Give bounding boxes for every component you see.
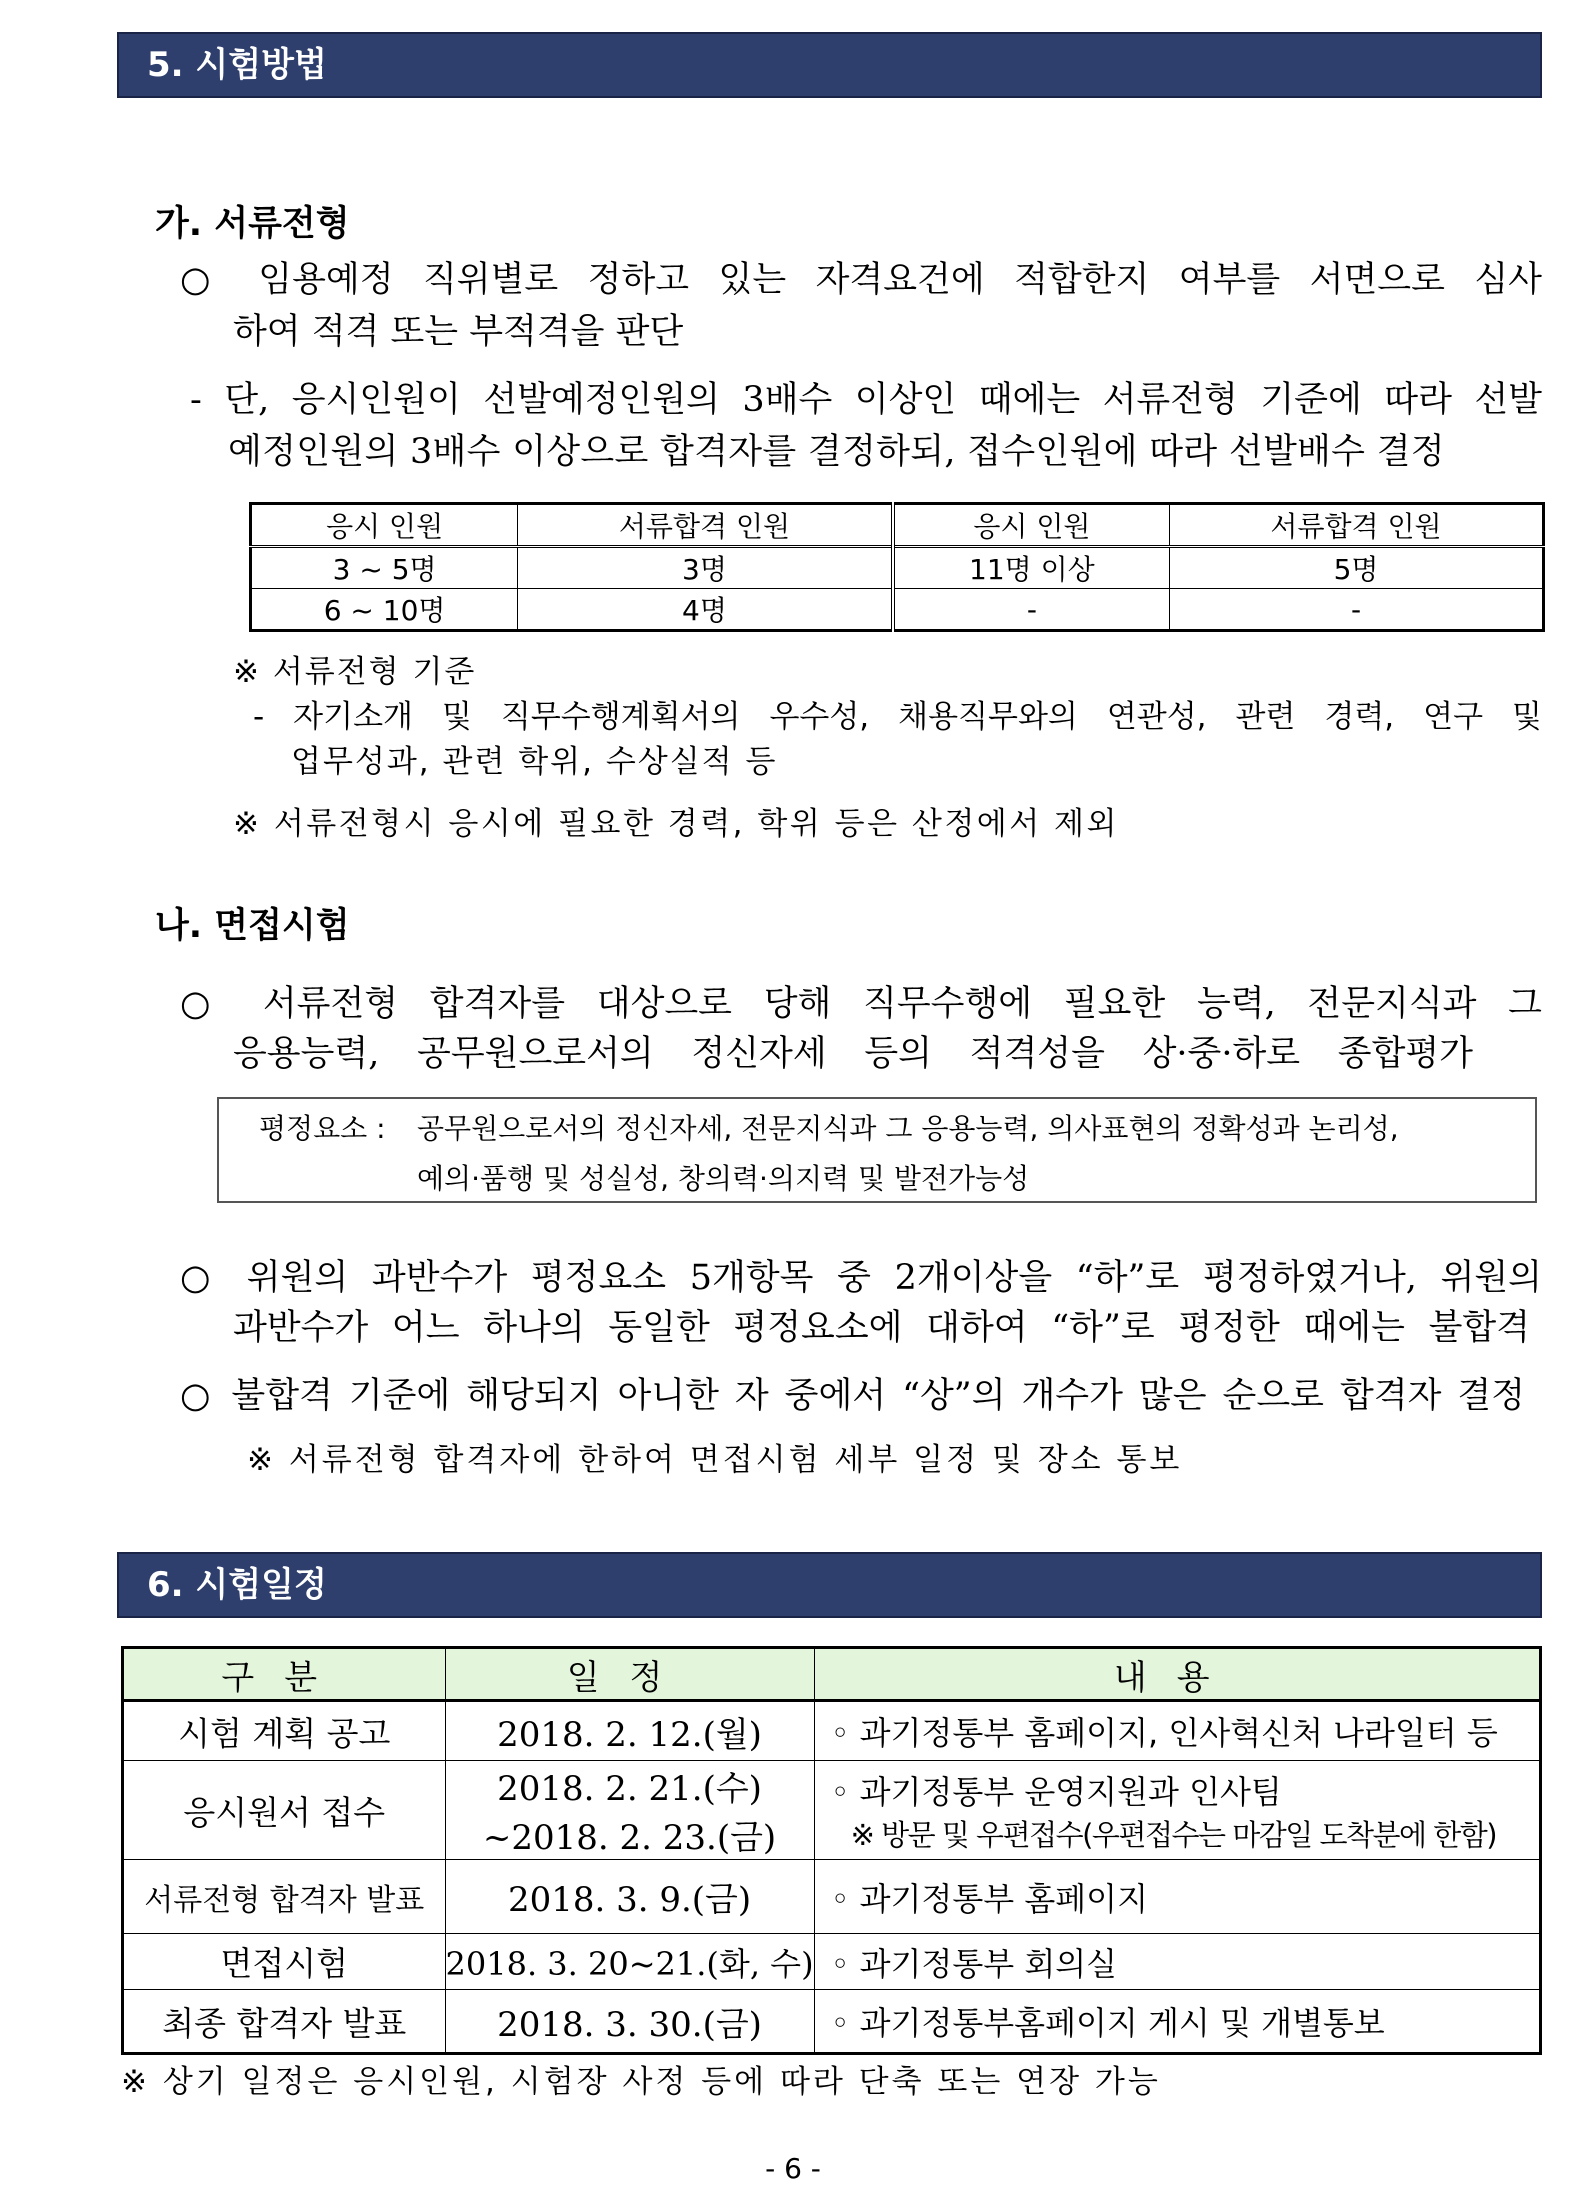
table-header-cell: 서류합격 인원 [518,504,893,547]
page-number: - 6 - [765,2152,821,2185]
a-para2-line2: 예정인원의 3배수 이상으로 합격자를 결정하되, 접수인원에 따라 선발배수 결정 [228,432,1445,472]
table-cell: 2018. 3. 30.(금) [445,1990,814,2054]
table-cell [814,1761,1540,1860]
a-para1-line2: 하여 적격 또는 부적격을 판단 [233,312,684,352]
table-cell: 서류전형 합격자 발표 [123,1860,446,1934]
table-cell: - [893,589,1170,631]
table-row [251,547,1544,589]
date-line: ~2018. 2. 23.(금) [482,1818,777,1858]
a-note2: ※ 서류전형시 응시에 필요한 경력, 학위 등은 산정에서 제외 [233,806,1119,842]
content-line: ◦ 과기정통부 운영지원과 인사팀 [830,1772,1282,1811]
table-row [251,589,1544,631]
b-para1-line2: 응용능력, 공무원으로서의 정신자세 등의 적격성을 상·중·하로 종합평가 [233,1034,1473,1074]
table-cell: 3 ~ 5명 [251,547,518,589]
table-cell: ◦ 과기정통부 홈페이지, 인사혁신처 나라일터 등 [814,1701,1540,1761]
table-row [123,1990,1541,2054]
table-row [123,1761,1541,1860]
b-para2-line1: ○ 위원의 과반수가 평정요소 5개항목 중 2개이상을 “하”로 평정하였거나, 위원의 [180,1258,1542,1298]
table-cell: 시험 계획 공고 [123,1701,446,1761]
criteria-label: 평정요소 : [259,1112,386,1145]
table-cell: 6 ~ 10명 [251,589,518,631]
table-header-row [251,504,1544,547]
table-row [123,1860,1541,1934]
a-para1-line1: ○ 임용예정 직위별로 정하고 있는 자격요건에 적합한지 여부를 서면으로 심사 [180,260,1542,300]
table-cell: 2018. 2. 12.(월) [445,1701,814,1761]
b-para2-line2: 과반수가 어느 하나의 동일한 평정요소에 대하여 “하”로 평정한 때에는 불합격 [233,1308,1530,1348]
schedule-footnote: ※ 상기 일정은 응시인원, 시험장 사정 등에 따라 단축 또는 연장 가능 [121,2064,1161,2100]
table-cell: ◦ 과기정통부 회의실 [814,1934,1540,1990]
document-screening-table [249,502,1545,632]
table-header-cell: 구분 [123,1648,446,1701]
section-6-header: 6. 시험일정 [117,1552,1542,1618]
table-row [123,1701,1541,1761]
criteria-line2: 예의·품행 및 성실성, 창의력·의지력 및 발전가능성 [417,1162,1030,1195]
section-5-header: 5. 시험방법 [117,32,1542,98]
content-subnote: ※ 방문 및 우편접수(우편접수는 마감일 도착분에 한함) [850,1817,1497,1852]
table-cell: 2018. 3. 20~21.(화, 수) [445,1934,814,1990]
table-cell: 4명 [518,589,893,631]
table-cell: 5명 [1170,547,1544,589]
date-line: 2018. 2. 21.(수) [497,1769,762,1809]
table-cell: 응시원서 접수 [123,1761,446,1860]
table-cell: 최종 합격자 발표 [123,1990,446,2054]
a-para2-line1: - 단, 응시인원이 선발예정인원의 3배수 이상인 때에는 서류전형 기준에 따라 선발 [190,380,1542,420]
a-note1-title: ※ 서류전형 기준 [233,654,477,690]
evaluation-criteria-box [217,1097,1537,1203]
table-header-cell: 응시 인원 [893,504,1170,547]
table-header-row [123,1648,1541,1701]
table-cell: ◦ 과기정통부 홈페이지 [814,1860,1540,1934]
a-note1-line2: 업무성과, 관련 학위, 수상실적 등 [291,744,778,780]
schedule-table [121,1646,1542,2055]
subsection-a-heading: 가. 서류전형 [155,204,350,244]
table-header-cell: 일정 [445,1648,814,1701]
table-cell: 면접시험 [123,1934,446,1990]
table-cell: 11명 이상 [893,547,1170,589]
table-header-cell: 서류합격 인원 [1170,504,1544,547]
b-note: ※ 서류전형 합격자에 한하여 면접시험 세부 일정 및 장소 통보 [247,1442,1183,1478]
table-cell: 3명 [518,547,893,589]
table-cell [445,1761,814,1860]
b-para1-line1: ○ 서류전형 합격자를 대상으로 당해 직무수행에 필요한 능력, 전문지식과 그 [180,984,1542,1024]
table-cell: - [1170,589,1544,631]
a-note1-line1: - 자기소개 및 직무수행계획서의 우수성, 채용직무와의 연관성, 관련 경력, 연구 및 [253,699,1542,735]
table-header-cell: 응시 인원 [251,504,518,547]
b-para3: ○ 불합격 기준에 해당되지 아니한 자 중에서 “상”의 개수가 많은 순으로 합격자 결정 [180,1376,1525,1416]
table-cell: ◦ 과기정통부홈페이지 게시 및 개별통보 [814,1990,1540,2054]
subsection-b-heading: 나. 면접시험 [155,906,350,946]
table-row [123,1934,1541,1990]
table-header-cell: 내용 [814,1648,1540,1701]
table-cell: 2018. 3. 9.(금) [445,1860,814,1934]
criteria-line1: 공무원으로서의 정신자세, 전문지식과 그 응용능력, 의사표현의 정확성과 논리성, [417,1112,1399,1145]
